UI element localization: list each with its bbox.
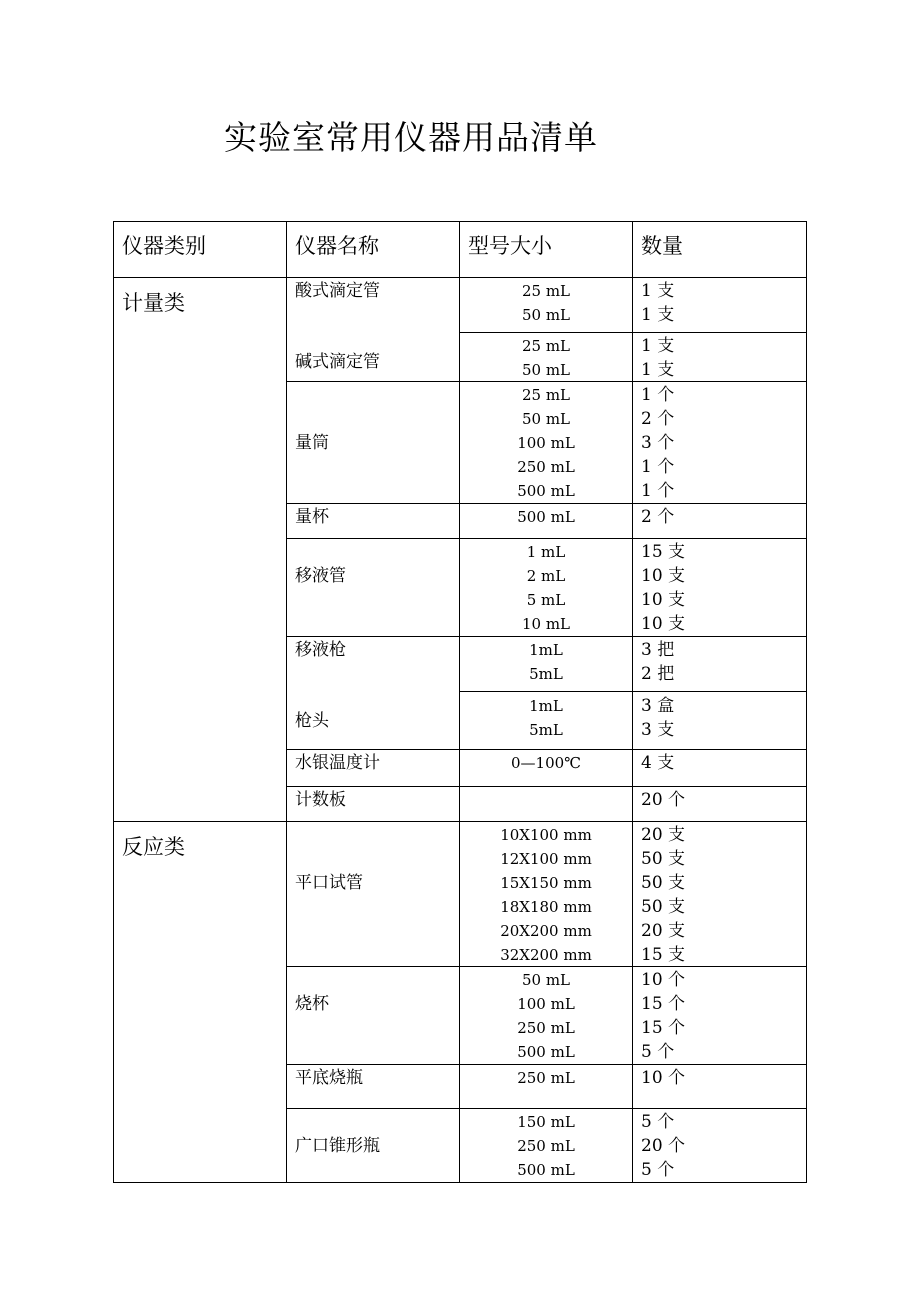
row-divider (113, 821, 807, 822)
instrument-name: 枪头 (295, 711, 329, 731)
quantity-value: 3 盒 (641, 696, 675, 716)
column-divider (286, 221, 287, 1183)
size-value: 10X100 mm (500, 826, 592, 844)
size-value: 25 mL (521, 337, 571, 355)
quantity-value: 15 个 (641, 994, 686, 1014)
quantity-list (641, 788, 685, 812)
quantity-value: 50 支 (641, 897, 686, 917)
quantity-value: 10 支 (641, 614, 686, 634)
quantity-value: 5 个 (641, 1160, 675, 1180)
quantity-value: 10 支 (641, 590, 686, 610)
size-value: 100 mL (517, 434, 575, 452)
header-category: 仪器类别 (122, 234, 206, 258)
quantity-list (641, 383, 674, 503)
size-value: 500 mL (517, 482, 575, 500)
instrument-name: 酸式滴定管 (295, 281, 380, 301)
size-value: 50 mL (521, 971, 571, 989)
size-value: 32X200 mm (500, 946, 592, 964)
size-value: 50 mL (521, 306, 571, 324)
size-value: 1mL (529, 641, 563, 659)
row-divider (286, 786, 807, 787)
quantity-value: 15 支 (641, 945, 686, 965)
size-value: 25 mL (521, 386, 571, 404)
instrument-name: 碱式滴定管 (295, 352, 380, 372)
size-list (460, 823, 632, 967)
size-list (460, 751, 632, 775)
size-list (460, 383, 632, 503)
size-list (460, 638, 632, 686)
size-list (460, 968, 632, 1064)
quantity-list (641, 505, 674, 529)
column-divider (632, 221, 633, 1183)
size-list (460, 505, 632, 529)
page-title: 实验室常用仪器用品清单 (224, 118, 598, 157)
size-value: 100 mL (517, 995, 575, 1013)
quantity-value: 20 支 (641, 921, 686, 941)
instrument-name: 烧杯 (295, 994, 329, 1014)
size-value: 500 mL (517, 1161, 575, 1179)
row-divider (459, 691, 807, 692)
category-reaction: 反应类 (122, 835, 185, 859)
size-value: 250 mL (517, 1069, 575, 1087)
instrument-name: 移液管 (295, 566, 346, 586)
instrument-name: 量筒 (295, 433, 329, 453)
quantity-value: 4 支 (641, 753, 675, 773)
instrument-name: 平口试管 (295, 873, 363, 893)
quantity-value: 50 支 (641, 873, 686, 893)
size-value: 25 mL (521, 282, 571, 300)
quantity-value: 2 个 (641, 507, 675, 527)
size-list (460, 540, 632, 636)
quantity-value: 5 个 (641, 1042, 675, 1062)
quantity-value: 20 个 (641, 790, 686, 810)
instrument-name: 移液枪 (295, 640, 346, 660)
quantity-value: 1 个 (641, 457, 675, 477)
size-value: 20X200 mm (500, 922, 592, 940)
header-name: 仪器名称 (295, 234, 379, 258)
quantity-value: 20 个 (641, 1136, 686, 1156)
row-divider (286, 1064, 807, 1065)
size-value: 250 mL (517, 1019, 575, 1037)
quantity-value: 1 个 (641, 481, 675, 501)
size-value: 10 mL (521, 615, 571, 633)
size-value: 5mL (529, 721, 563, 739)
row-divider (286, 749, 807, 750)
quantity-value: 2 个 (641, 409, 675, 429)
quantity-value: 2 把 (641, 664, 675, 684)
size-value: 500 mL (517, 1043, 575, 1061)
size-value: 15X150 mm (500, 874, 592, 892)
quantity-value: 15 个 (641, 1018, 686, 1038)
row-divider (113, 277, 807, 278)
quantity-value: 5 个 (641, 1112, 675, 1132)
size-value: 5 mL (526, 591, 566, 609)
quantity-value: 50 支 (641, 849, 686, 869)
quantity-list (641, 279, 674, 327)
quantity-value: 1 支 (641, 360, 675, 380)
quantity-value: 1 支 (641, 305, 675, 325)
quantity-list (641, 751, 674, 775)
quantity-value: 1 支 (641, 281, 675, 301)
instrument-name: 广口锥形瓶 (295, 1136, 380, 1156)
quantity-value: 10 支 (641, 566, 686, 586)
size-list (460, 334, 632, 382)
quantity-list (641, 540, 685, 636)
quantity-list (641, 1110, 685, 1182)
size-value: 5mL (529, 665, 563, 683)
size-value: 1 mL (526, 543, 566, 561)
instrument-name: 量杯 (295, 507, 329, 527)
instrument-name: 平底烧瓶 (295, 1068, 363, 1088)
size-value: 150 mL (517, 1113, 575, 1131)
quantity-list (641, 968, 685, 1064)
size-value: 12X100 mm (500, 850, 592, 868)
instrument-table (113, 221, 807, 1183)
quantity-value: 10 个 (641, 1068, 686, 1088)
size-value: 1mL (529, 697, 563, 715)
size-list (460, 1110, 632, 1182)
size-list (460, 1066, 632, 1090)
header-size: 型号大小 (468, 234, 552, 258)
size-value: 250 mL (517, 1137, 575, 1155)
table-border-top (113, 221, 807, 222)
table-border-left (113, 221, 114, 1183)
size-list (460, 694, 632, 742)
quantity-list (641, 694, 674, 742)
table-border-right (806, 221, 807, 1183)
quantity-value: 15 支 (641, 542, 686, 562)
instrument-name: 计数板 (295, 790, 346, 810)
quantity-value: 10 个 (641, 970, 686, 990)
size-value: 50 mL (521, 410, 571, 428)
table-border-bottom (113, 1182, 807, 1183)
size-value: 18X180 mm (500, 898, 592, 916)
size-list (460, 279, 632, 327)
quantity-list (641, 638, 674, 686)
quantity-value: 3 个 (641, 433, 675, 453)
quantity-value: 20 支 (641, 825, 686, 845)
quantity-value: 1 支 (641, 336, 675, 356)
quantity-value: 1 个 (641, 385, 675, 405)
instrument-name: 水银温度计 (295, 753, 380, 773)
size-value: 2 mL (526, 567, 566, 585)
row-divider (459, 332, 807, 333)
size-value: 0—100℃ (511, 754, 581, 772)
size-value: 250 mL (517, 458, 575, 476)
quantity-list (641, 1066, 685, 1090)
quantity-list (641, 823, 685, 967)
row-divider (286, 538, 807, 539)
size-value: 500 mL (517, 508, 575, 526)
quantity-value: 3 把 (641, 640, 675, 660)
quantity-value: 3 支 (641, 720, 675, 740)
category-measuring: 计量类 (122, 291, 185, 315)
header-quantity: 数量 (641, 234, 683, 258)
quantity-list (641, 334, 674, 382)
row-divider (286, 1108, 807, 1109)
size-value: 50 mL (521, 361, 571, 379)
row-divider (286, 503, 807, 504)
row-divider (286, 636, 807, 637)
